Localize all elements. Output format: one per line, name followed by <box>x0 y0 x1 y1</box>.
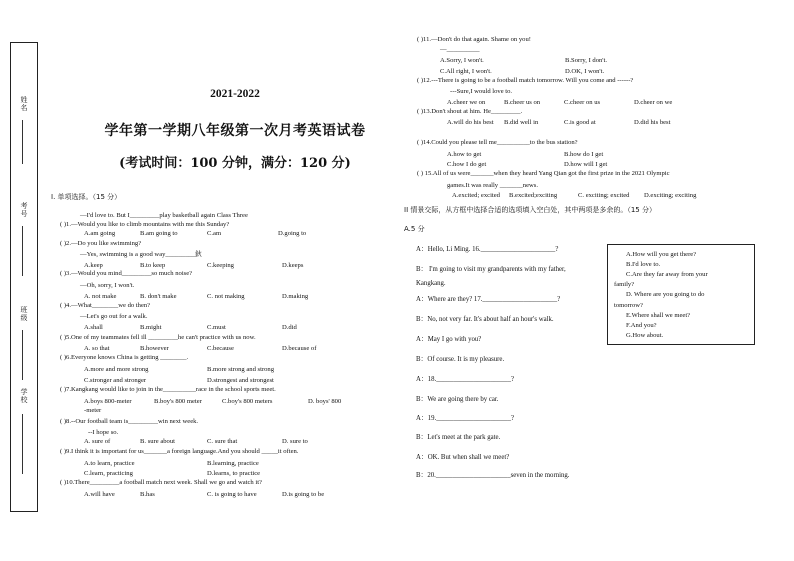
answer-option: -meter <box>84 407 102 414</box>
answer-option: B.learning, practice <box>207 460 259 467</box>
answer-option: A. sure of <box>84 438 111 445</box>
answer-option: B.am going to <box>140 230 178 237</box>
answer-option: C.learn, practicing <box>84 470 133 477</box>
dialog-line: A：OK. But when shall we meet? <box>416 454 510 461</box>
question-stem: ( )12.---There is going to be a football match tomorrow. Will you come and ------? <box>417 77 634 84</box>
exam-number-label: 考号 <box>20 202 28 218</box>
dialog-line: Kangkang. <box>416 280 446 287</box>
answer-option: A.shall <box>84 324 103 331</box>
dialog-line: A：May I go with you? <box>416 336 482 343</box>
answer-option: A.how to get <box>447 151 482 158</box>
answer-option: B.might <box>140 324 162 331</box>
answer-option: A.will have <box>84 491 115 498</box>
answer-option: B. don't make <box>140 293 177 300</box>
question-stem: ( )3.—Would you mind_________so much noise? <box>60 270 193 277</box>
option-item: tomorrow? <box>614 301 643 309</box>
answer-option: B.however <box>140 345 169 352</box>
answer-option: C.am <box>207 230 222 237</box>
answer-option: D.learns, to practice <box>207 470 261 477</box>
answer-option: B.did well in <box>504 119 539 126</box>
exam-number-line <box>22 226 23 276</box>
answer-option: D.going to <box>278 230 307 237</box>
answer-option: C.stronger and stronger <box>84 377 147 384</box>
dialog-line: B：Let's meet at the park gate. <box>416 434 501 441</box>
section-2-subheading: A.5 分 <box>404 225 425 233</box>
answer-option: C. not making <box>207 293 245 300</box>
name-label: 姓名 <box>20 96 28 112</box>
answer-option: A.will do his best <box>447 119 494 126</box>
answer-option: D.how will I get <box>564 161 608 168</box>
option-item: C.Are they far away from your <box>626 271 708 279</box>
question-stem: ( )14.Could you please tell me__________to the bus station? <box>417 139 578 146</box>
dialog-line: B：Of course. It is my pleasure. <box>416 356 505 363</box>
dialog-line: A：18.______________________? <box>416 376 514 383</box>
question-line: —Yes, swimming is a good way_________鈥 <box>80 251 202 258</box>
question-line: —Oh, sorry, I won't. <box>80 282 135 289</box>
answer-option: B.how do I get <box>564 151 604 158</box>
question-line: --I hope so. <box>88 429 119 436</box>
answer-option: A.excited; excited <box>452 192 500 199</box>
answer-option: A. so that <box>84 345 110 352</box>
option-item: E.Where shall we meet? <box>626 311 691 319</box>
section-1-heading: I. 单项选择。（15 分） <box>51 193 122 201</box>
answer-option: D. sure to <box>282 438 308 445</box>
answer-option: D.exciting; exciting <box>644 192 697 199</box>
answer-option: C.how I do get <box>447 161 487 168</box>
answer-option: B. sure about <box>140 438 175 445</box>
question-stem: ( )7.Kangkang would like to join in the__________race in the school sports meet. <box>60 386 276 393</box>
answer-option: A.more and more strong <box>84 366 149 373</box>
question-stem: ( )13.Don't shout at him. He_________. <box>417 108 523 115</box>
exam-year: 2021-2022 <box>210 88 260 100</box>
question-line: —__________ <box>440 46 480 53</box>
class-label: 班级 <box>20 306 28 322</box>
option-item: G.How about. <box>626 331 664 339</box>
dialog-line: B：No, not very far. It's about half an hour's walk. <box>416 316 554 323</box>
question-stem: ( )10.There_________a football match next week. Shall we go and watch it? <box>60 479 262 486</box>
exam-info: (考试时间：100 分钟，满分：120 分) <box>119 156 351 171</box>
dialog-line: A：19.______________________? <box>416 415 514 422</box>
answer-option: D.strongest and strongest <box>207 377 274 384</box>
answer-option: B.cheer us on <box>504 99 541 106</box>
question-stem: ( )11.—Don't do that again. Shame on you! <box>417 36 531 43</box>
answer-option: B.to keep <box>140 262 166 269</box>
exam-title: 学年第一学期八年级第一次月考英语试卷 <box>104 123 366 139</box>
answer-option: D.did his best <box>634 119 671 126</box>
options-box <box>607 244 755 345</box>
answer-option: C.All right, I won't. <box>440 68 492 75</box>
answer-option: A.keep <box>84 262 103 269</box>
answer-option: C.because <box>207 345 234 352</box>
dialog-line: B：20.______________________seven in the morning. <box>416 472 570 479</box>
answer-option: A.to learn, practice <box>84 460 135 467</box>
question-line: games.It was really _______news. <box>447 182 539 189</box>
section-2-heading: II 情景交际，从方框中选择合适的选项填入空白处，其中两项是多余的。（15 分） <box>404 206 656 214</box>
dialog-line: A：Hello, Li Ming. 16.______________________? <box>416 246 559 253</box>
answer-option: C. is going to have <box>207 491 257 498</box>
answer-option: D.keeps <box>282 262 304 269</box>
school-label: 学校 <box>20 388 28 404</box>
answer-option: A.Sorry, I won't. <box>440 57 484 64</box>
answer-option: B.boy's 800 meter <box>154 398 202 405</box>
answer-option: C. sure that <box>207 438 238 445</box>
answer-option: B.has <box>140 491 155 498</box>
question-stem: ( ) 15.All of us were_______when they heard Yang Qian got the first prize in the 2021 Olympic <box>417 170 670 177</box>
student-info-sidebar <box>10 42 38 512</box>
question-stem: ( )1.—Would you like to climb mountains with me this Sunday? <box>60 221 230 228</box>
answer-option: D.is going to be <box>282 491 325 498</box>
question-stem: ( )8.--Our football team is_________win next week. <box>60 418 199 425</box>
option-item: family? <box>614 281 635 289</box>
dialog-line: A：Where are they? 17.______________________? <box>416 296 561 303</box>
question-stem: ( )2.—Do you like swimming? <box>60 240 142 247</box>
answer-option: A. not make <box>84 293 117 300</box>
question-stem: ( )5.One of my teammates fell ill _________he can't practice with us now. <box>60 334 256 341</box>
option-item: B.I'd love to. <box>626 261 661 269</box>
question-line: ---Sure,I would love to. <box>450 88 513 95</box>
answer-option: D. boys' 800 <box>308 398 342 405</box>
answer-option: C.boy's 800 meters <box>222 398 273 405</box>
answer-option: A.am going <box>84 230 116 237</box>
class-line <box>22 330 23 380</box>
answer-option: C. exciting; excited <box>578 192 630 199</box>
answer-option: A.cheer we on <box>447 99 486 106</box>
answer-option: A.boys 800-meter <box>84 398 132 405</box>
answer-option: C.is good at <box>564 119 596 126</box>
answer-option: B.excited;exciting <box>509 192 558 199</box>
question-line: —I'd love to. But I_________play basketball again Class Three <box>80 212 248 219</box>
answer-option: C.cheer on us <box>564 99 601 106</box>
option-item: F.And you? <box>626 321 657 329</box>
question-line: —Let's go out for a walk. <box>80 313 148 320</box>
answer-option: C.keeping <box>207 262 234 269</box>
answer-option: B.Sorry, I don't. <box>565 57 607 64</box>
question-stem: ( )6.Everyone knows China is getting ________. <box>60 354 189 361</box>
answer-option: B.more strong and strong <box>207 366 275 373</box>
answer-option: D.did <box>282 324 297 331</box>
answer-option: C.must <box>207 324 226 331</box>
school-line <box>22 414 23 474</box>
option-item: D. Where are you going to do <box>626 291 705 299</box>
answer-option: D.OK, I won't. <box>565 68 605 75</box>
answer-option: D.because of <box>282 345 317 352</box>
dialog-line: B： I'm going to visit my grandparents with my father, <box>416 266 566 273</box>
dialog-line: B：We are going there by car. <box>416 396 499 403</box>
answer-option: D.cheer on we <box>634 99 673 106</box>
question-stem: ( )4.—What________we do then? <box>60 302 151 309</box>
option-item: A.How will you get there? <box>626 251 697 258</box>
question-stem: ( )9.I think it is important for us_______a foreign language.And you should _____it often. <box>60 448 299 455</box>
answer-option: D.making <box>282 293 309 300</box>
